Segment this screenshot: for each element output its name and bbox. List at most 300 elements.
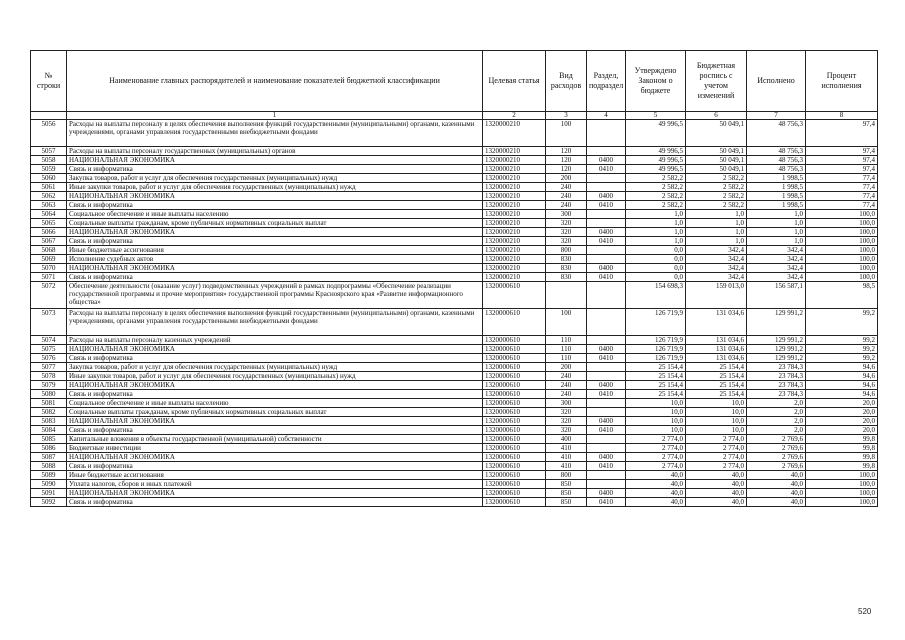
execution-percent-cell: 100,0 xyxy=(806,498,878,507)
executed-amount-cell: 1 998,5 xyxy=(747,183,806,192)
target-article-cell: 1320000210 xyxy=(483,192,546,201)
target-article-cell: 1320000610 xyxy=(483,381,546,390)
executed-amount-cell: 40,0 xyxy=(747,471,806,480)
index-cell: 3 xyxy=(546,112,587,120)
executed-amount-cell: 40,0 xyxy=(747,498,806,507)
target-article-cell: 1320000610 xyxy=(483,399,546,408)
row-name-cell: НАЦИОНАЛЬНАЯ ЭКОНОМИКА xyxy=(67,489,483,498)
row-name-cell: Связь и информатика xyxy=(67,498,483,507)
row-number-cell: 5088 xyxy=(31,462,67,471)
approved-amount-cell: 1,0 xyxy=(626,228,686,237)
revised-amount-cell: 2 582,2 xyxy=(686,183,747,192)
table-row xyxy=(31,174,878,183)
executed-amount-cell: 129 991,2 xyxy=(747,336,806,345)
section-cell xyxy=(587,372,626,381)
table-row xyxy=(31,336,878,345)
expense-type-cell: 110 xyxy=(546,354,587,363)
section-cell xyxy=(587,246,626,255)
approved-amount-cell: 49 996,5 xyxy=(626,156,686,165)
execution-percent-cell: 20,0 xyxy=(806,426,878,435)
row-name-cell: Социальные выплаты гражданам, кроме публичных нормативных социальных выплат xyxy=(67,408,483,417)
target-article-cell: 1320000210 xyxy=(483,228,546,237)
row-name-cell: Исполнение судебных актов xyxy=(67,255,483,264)
col-header-approved: Утверждено Законом о бюджете xyxy=(626,51,686,112)
table-row xyxy=(31,237,878,246)
index-cell: 7 xyxy=(747,112,806,120)
row-number-cell: 5082 xyxy=(31,408,67,417)
executed-amount-cell: 2 769,6 xyxy=(747,462,806,471)
executed-amount-cell: 1,0 xyxy=(747,210,806,219)
section-cell xyxy=(587,219,626,228)
target-article-cell: 1320000210 xyxy=(483,237,546,246)
col-header-type: Вид расходов xyxy=(546,51,587,112)
executed-amount-cell: 23 784,3 xyxy=(747,372,806,381)
row-name-cell: Социальное обеспечение и иные выплаты населению xyxy=(67,210,483,219)
expense-type-cell: 300 xyxy=(546,210,587,219)
approved-amount-cell: 2 582,2 xyxy=(626,201,686,210)
index-cell: 5 xyxy=(626,112,686,120)
row-name-cell: Расходы на выплаты персоналу казенных учреждений xyxy=(67,336,483,345)
approved-amount-cell: 2 774,0 xyxy=(626,462,686,471)
execution-percent-cell: 99,2 xyxy=(806,336,878,345)
row-number-cell: 5061 xyxy=(31,183,67,192)
approved-amount-cell: 154 698,3 xyxy=(626,282,686,309)
row-name-cell: Связь и информатика xyxy=(67,237,483,246)
executed-amount-cell: 23 784,3 xyxy=(747,381,806,390)
target-article-cell: 1320000210 xyxy=(483,210,546,219)
approved-amount-cell: 1,0 xyxy=(626,219,686,228)
expense-type-cell: 110 xyxy=(546,345,587,354)
section-cell: 0410 xyxy=(587,390,626,399)
section-cell: 0410 xyxy=(587,354,626,363)
approved-amount-cell: 0,0 xyxy=(626,264,686,273)
execution-percent-cell: 77,4 xyxy=(806,192,878,201)
execution-percent-cell: 100,0 xyxy=(806,273,878,282)
table-row xyxy=(31,201,878,210)
row-name-cell: Связь и информатика xyxy=(67,273,483,282)
revised-amount-cell: 131 034,6 xyxy=(686,354,747,363)
row-number-cell: 5079 xyxy=(31,381,67,390)
executed-amount-cell: 156 587,1 xyxy=(747,282,806,309)
row-number-cell: 5067 xyxy=(31,237,67,246)
expense-type-cell: 410 xyxy=(546,444,587,453)
row-number-cell: 5072 xyxy=(31,282,67,309)
row-number-cell: 5092 xyxy=(31,498,67,507)
approved-amount-cell: 126 719,9 xyxy=(626,336,686,345)
row-number-cell: 5068 xyxy=(31,246,67,255)
execution-percent-cell: 99,8 xyxy=(806,444,878,453)
header-row xyxy=(31,51,878,112)
section-cell: 0410 xyxy=(587,201,626,210)
target-article-cell: 1320000210 xyxy=(483,165,546,174)
approved-amount-cell: 10,0 xyxy=(626,417,686,426)
expense-type-cell: 850 xyxy=(546,480,587,489)
row-number-cell: 5084 xyxy=(31,426,67,435)
section-cell: 0400 xyxy=(587,192,626,201)
execution-percent-cell: 100,0 xyxy=(806,480,878,489)
target-article-cell: 1320000610 xyxy=(483,390,546,399)
expense-type-cell: 320 xyxy=(546,237,587,246)
executed-amount-cell: 129 991,2 xyxy=(747,309,806,336)
execution-percent-cell: 100,0 xyxy=(806,264,878,273)
execution-percent-cell: 97,4 xyxy=(806,165,878,174)
approved-amount-cell: 40,0 xyxy=(626,498,686,507)
revised-amount-cell: 1,0 xyxy=(686,210,747,219)
revised-amount-cell: 1,0 xyxy=(686,228,747,237)
row-name-cell: НАЦИОНАЛЬНАЯ ЭКОНОМИКА xyxy=(67,192,483,201)
row-name-cell: НАЦИОНАЛЬНАЯ ЭКОНОМИКА xyxy=(67,228,483,237)
target-article-cell: 1320000610 xyxy=(483,453,546,462)
table-row xyxy=(31,147,878,156)
execution-percent-cell: 77,4 xyxy=(806,174,878,183)
approved-amount-cell: 10,0 xyxy=(626,426,686,435)
executed-amount-cell: 2,0 xyxy=(747,426,806,435)
revised-amount-cell: 25 154,4 xyxy=(686,372,747,381)
approved-amount-cell: 0,0 xyxy=(626,273,686,282)
table-row xyxy=(31,399,878,408)
revised-amount-cell: 1,0 xyxy=(686,237,747,246)
table-row xyxy=(31,426,878,435)
execution-percent-cell: 99,2 xyxy=(806,309,878,336)
revised-amount-cell: 2 582,2 xyxy=(686,201,747,210)
execution-percent-cell: 100,0 xyxy=(806,246,878,255)
execution-percent-cell: 100,0 xyxy=(806,471,878,480)
executed-amount-cell: 40,0 xyxy=(747,480,806,489)
expense-type-cell: 320 xyxy=(546,408,587,417)
approved-amount-cell: 2 774,0 xyxy=(626,435,686,444)
table-row xyxy=(31,156,878,165)
index-cell: 2 xyxy=(483,112,546,120)
executed-amount-cell: 342,4 xyxy=(747,255,806,264)
expense-type-cell: 400 xyxy=(546,435,587,444)
execution-percent-cell: 94,6 xyxy=(806,363,878,372)
approved-amount-cell: 2 582,2 xyxy=(626,174,686,183)
row-number-cell: 5081 xyxy=(31,399,67,408)
expense-type-cell: 850 xyxy=(546,498,587,507)
revised-amount-cell: 2 774,0 xyxy=(686,453,747,462)
table-row xyxy=(31,120,878,147)
approved-amount-cell: 25 154,4 xyxy=(626,381,686,390)
section-cell: 0400 xyxy=(587,489,626,498)
revised-amount-cell: 25 154,4 xyxy=(686,390,747,399)
row-name-cell: Уплата налогов, сборов и иных платежей xyxy=(67,480,483,489)
execution-percent-cell: 99,8 xyxy=(806,462,878,471)
execution-percent-cell: 20,0 xyxy=(806,417,878,426)
execution-percent-cell: 98,5 xyxy=(806,282,878,309)
table-row xyxy=(31,462,878,471)
approved-amount-cell: 126 719,9 xyxy=(626,345,686,354)
revised-amount-cell: 2 774,0 xyxy=(686,462,747,471)
col-header-target: Целевая статья xyxy=(483,51,546,112)
col-header-executed: Исполнено xyxy=(747,51,806,112)
executed-amount-cell: 1,0 xyxy=(747,219,806,228)
index-cell: 8 xyxy=(806,112,878,120)
expense-type-cell: 240 xyxy=(546,201,587,210)
row-number-cell: 5087 xyxy=(31,453,67,462)
revised-amount-cell: 131 034,6 xyxy=(686,309,747,336)
row-number-cell: 5064 xyxy=(31,210,67,219)
approved-amount-cell: 126 719,9 xyxy=(626,309,686,336)
executed-amount-cell: 1,0 xyxy=(747,228,806,237)
row-number-cell: 5080 xyxy=(31,390,67,399)
row-number-cell: 5083 xyxy=(31,417,67,426)
execution-percent-cell: 99,8 xyxy=(806,453,878,462)
target-article-cell: 1320000610 xyxy=(483,354,546,363)
row-number-cell: 5085 xyxy=(31,435,67,444)
approved-amount-cell: 49 996,5 xyxy=(626,120,686,147)
revised-amount-cell: 342,4 xyxy=(686,273,747,282)
section-cell: 0400 xyxy=(587,228,626,237)
approved-amount-cell: 25 154,4 xyxy=(626,363,686,372)
section-cell: 0400 xyxy=(587,453,626,462)
execution-percent-cell: 77,4 xyxy=(806,183,878,192)
row-number-cell: 5062 xyxy=(31,192,67,201)
table-row xyxy=(31,282,878,309)
budget-sheet xyxy=(30,50,878,507)
revised-amount-cell: 131 034,6 xyxy=(686,336,747,345)
section-cell: 0400 xyxy=(587,381,626,390)
revised-amount-cell: 2 774,0 xyxy=(686,444,747,453)
target-article-cell: 1320000610 xyxy=(483,462,546,471)
row-name-cell: Связь и информатика xyxy=(67,201,483,210)
row-name-cell: Закупка товаров, работ и услуг для обеспечения государственных (муниципальных) нужд xyxy=(67,174,483,183)
section-cell xyxy=(587,444,626,453)
row-number-cell: 5086 xyxy=(31,444,67,453)
approved-amount-cell: 0,0 xyxy=(626,255,686,264)
revised-amount-cell: 10,0 xyxy=(686,399,747,408)
target-article-cell: 1320000210 xyxy=(483,183,546,192)
executed-amount-cell: 342,4 xyxy=(747,246,806,255)
executed-amount-cell: 129 991,2 xyxy=(747,354,806,363)
target-article-cell: 1320000610 xyxy=(483,435,546,444)
executed-amount-cell: 23 784,3 xyxy=(747,363,806,372)
row-number-cell: 5058 xyxy=(31,156,67,165)
approved-amount-cell: 10,0 xyxy=(626,408,686,417)
expense-type-cell: 240 xyxy=(546,183,587,192)
target-article-cell: 1320000610 xyxy=(483,498,546,507)
revised-amount-cell: 2 582,2 xyxy=(686,192,747,201)
target-article-cell: 1320000210 xyxy=(483,174,546,183)
executed-amount-cell: 40,0 xyxy=(747,489,806,498)
section-cell xyxy=(587,471,626,480)
row-name-cell: Связь и информатика xyxy=(67,462,483,471)
section-cell xyxy=(587,255,626,264)
section-cell xyxy=(587,336,626,345)
section-cell xyxy=(587,120,626,147)
row-number-cell: 5074 xyxy=(31,336,67,345)
executed-amount-cell: 1 998,5 xyxy=(747,192,806,201)
expense-type-cell: 410 xyxy=(546,462,587,471)
expense-type-cell: 800 xyxy=(546,471,587,480)
row-name-cell: НАЦИОНАЛЬНАЯ ЭКОНОМИКА xyxy=(67,453,483,462)
target-article-cell: 1320000610 xyxy=(483,336,546,345)
page-number: 520 xyxy=(858,607,872,616)
revised-amount-cell: 40,0 xyxy=(686,471,747,480)
section-cell xyxy=(587,435,626,444)
table-row xyxy=(31,309,878,336)
expense-type-cell: 120 xyxy=(546,147,587,156)
table-row xyxy=(31,183,878,192)
expense-type-cell: 100 xyxy=(546,309,587,336)
revised-amount-cell: 131 034,6 xyxy=(686,345,747,354)
row-name-cell: Социальные выплаты гражданам, кроме публичных нормативных социальных выплат xyxy=(67,219,483,228)
table-row xyxy=(31,246,878,255)
target-article-cell: 1320000210 xyxy=(483,273,546,282)
row-number-cell: 5063 xyxy=(31,201,67,210)
executed-amount-cell: 48 756,3 xyxy=(747,165,806,174)
section-cell: 0410 xyxy=(587,498,626,507)
revised-amount-cell: 10,0 xyxy=(686,426,747,435)
index-cell: 4 xyxy=(587,112,626,120)
index-cell: 1 xyxy=(67,112,483,120)
section-cell xyxy=(587,147,626,156)
execution-percent-cell: 97,4 xyxy=(806,120,878,147)
row-name-cell: Связь и информатика xyxy=(67,390,483,399)
approved-amount-cell: 2 774,0 xyxy=(626,453,686,462)
expense-type-cell: 300 xyxy=(546,399,587,408)
revised-amount-cell: 2 582,2 xyxy=(686,174,747,183)
table-row xyxy=(31,354,878,363)
approved-amount-cell: 40,0 xyxy=(626,480,686,489)
executed-amount-cell: 48 756,3 xyxy=(747,147,806,156)
executed-amount-cell: 2,0 xyxy=(747,417,806,426)
approved-amount-cell: 49 996,5 xyxy=(626,165,686,174)
table-row xyxy=(31,435,878,444)
target-article-cell: 1320000610 xyxy=(483,372,546,381)
target-article-cell: 1320000610 xyxy=(483,309,546,336)
row-number-cell: 5077 xyxy=(31,363,67,372)
expense-type-cell: 830 xyxy=(546,255,587,264)
target-article-cell: 1320000210 xyxy=(483,156,546,165)
revised-amount-cell: 159 013,0 xyxy=(686,282,747,309)
section-cell: 0410 xyxy=(587,273,626,282)
row-number-cell: 5060 xyxy=(31,174,67,183)
target-article-cell: 1320000610 xyxy=(483,489,546,498)
section-cell: 0410 xyxy=(587,462,626,471)
row-number-cell: 5073 xyxy=(31,309,67,336)
expense-type-cell: 120 xyxy=(546,165,587,174)
revised-amount-cell: 1,0 xyxy=(686,219,747,228)
executed-amount-cell: 2 769,6 xyxy=(747,453,806,462)
execution-percent-cell: 20,0 xyxy=(806,399,878,408)
expense-type-cell: 410 xyxy=(546,453,587,462)
revised-amount-cell: 50 049,1 xyxy=(686,156,747,165)
table-row xyxy=(31,381,878,390)
row-name-cell: Капитальные вложения в объекты государственной (муниципальной) собственности xyxy=(67,435,483,444)
table-row xyxy=(31,372,878,381)
section-cell: 0400 xyxy=(587,156,626,165)
col-header-revised: Бюджетная роспись с учетом изменений xyxy=(686,51,747,112)
section-cell: 0410 xyxy=(587,426,626,435)
row-number-cell: 5091 xyxy=(31,489,67,498)
approved-amount-cell: 126 719,9 xyxy=(626,354,686,363)
approved-amount-cell: 40,0 xyxy=(626,489,686,498)
row-name-cell: Закупка товаров, работ и услуг для обеспечения государственных (муниципальных) нужд xyxy=(67,363,483,372)
table-body xyxy=(31,112,878,507)
execution-percent-cell: 99,2 xyxy=(806,354,878,363)
approved-amount-cell: 2 582,2 xyxy=(626,192,686,201)
row-name-cell: Бюджетные инвестиции xyxy=(67,444,483,453)
row-name-cell: Связь и информатика xyxy=(67,426,483,435)
target-article-cell: 1320000610 xyxy=(483,471,546,480)
execution-percent-cell: 100,0 xyxy=(806,489,878,498)
expense-type-cell: 320 xyxy=(546,426,587,435)
approved-amount-cell: 1,0 xyxy=(626,237,686,246)
row-name-cell: Расходы на выплаты персоналу в целях обеспечения выполнения функций государственными (муниципальными) органами, казенными учреждениями, органами управления государственными внебюджетными фондами xyxy=(67,120,483,147)
execution-percent-cell: 97,4 xyxy=(806,156,878,165)
target-article-cell: 1320000610 xyxy=(483,426,546,435)
approved-amount-cell: 0,0 xyxy=(626,246,686,255)
expense-type-cell: 240 xyxy=(546,381,587,390)
row-number-cell: 5070 xyxy=(31,264,67,273)
row-number-cell: 5075 xyxy=(31,345,67,354)
expense-type-cell: 240 xyxy=(546,192,587,201)
table-row xyxy=(31,255,878,264)
table-row xyxy=(31,480,878,489)
row-name-cell: Расходы на выплаты персоналу государственных (муниципальных) органов xyxy=(67,147,483,156)
section-cell: 0410 xyxy=(587,165,626,174)
section-cell xyxy=(587,174,626,183)
table-row xyxy=(31,363,878,372)
execution-percent-cell: 99,2 xyxy=(806,345,878,354)
table-row xyxy=(31,498,878,507)
row-number-cell: 5057 xyxy=(31,147,67,156)
executed-amount-cell: 2 769,6 xyxy=(747,435,806,444)
expense-type-cell: 120 xyxy=(546,156,587,165)
budget-execution-table xyxy=(30,50,878,507)
col-header-section: Раздел, подраздел xyxy=(587,51,626,112)
executed-amount-cell: 48 756,3 xyxy=(747,156,806,165)
execution-percent-cell: 100,0 xyxy=(806,219,878,228)
executed-amount-cell: 2 769,6 xyxy=(747,444,806,453)
revised-amount-cell: 2 774,0 xyxy=(686,435,747,444)
section-cell: 0410 xyxy=(587,237,626,246)
col-header-row-no: № строки xyxy=(31,51,67,112)
revised-amount-cell: 40,0 xyxy=(686,480,747,489)
section-cell xyxy=(587,408,626,417)
execution-percent-cell: 99,8 xyxy=(806,435,878,444)
row-name-cell: Социальное обеспечение и иные выплаты населению xyxy=(67,399,483,408)
section-cell: 0400 xyxy=(587,264,626,273)
row-number-cell: 5071 xyxy=(31,273,67,282)
executed-amount-cell: 48 756,3 xyxy=(747,120,806,147)
executed-amount-cell: 1,0 xyxy=(747,237,806,246)
section-cell: 0400 xyxy=(587,417,626,426)
expense-type-cell: 100 xyxy=(546,120,587,147)
target-article-cell: 1320000610 xyxy=(483,363,546,372)
table-row xyxy=(31,219,878,228)
revised-amount-cell: 25 154,4 xyxy=(686,363,747,372)
table-row xyxy=(31,444,878,453)
executed-amount-cell: 129 991,2 xyxy=(747,345,806,354)
section-cell xyxy=(587,480,626,489)
section-cell xyxy=(587,183,626,192)
target-article-cell: 1320000610 xyxy=(483,408,546,417)
row-number-cell: 5056 xyxy=(31,120,67,147)
target-article-cell: 1320000210 xyxy=(483,120,546,147)
row-name-cell: Расходы на выплаты персоналу в целях обеспечения выполнения функций государственными (муниципальными) органами, казенными учреждениями, органами управления государственными внебюджетными фондами xyxy=(67,309,483,336)
execution-percent-cell: 77,4 xyxy=(806,201,878,210)
row-name-cell: Связь и информатика xyxy=(67,354,483,363)
section-cell xyxy=(587,363,626,372)
approved-amount-cell: 1,0 xyxy=(626,210,686,219)
row-name-cell: Обеспечение деятельности (оказание услуг) подведомственных учреждений в рамках подпрограммы «Обеспечение реализации государственной программы и прочие мероприятия» государственной программы Красноярского края «Развитие информационного общества» xyxy=(67,282,483,309)
row-name-cell: Иные бюджетные ассигнования xyxy=(67,246,483,255)
target-article-cell: 1320000210 xyxy=(483,147,546,156)
table-row xyxy=(31,228,878,237)
expense-type-cell: 200 xyxy=(546,363,587,372)
table-row xyxy=(31,273,878,282)
